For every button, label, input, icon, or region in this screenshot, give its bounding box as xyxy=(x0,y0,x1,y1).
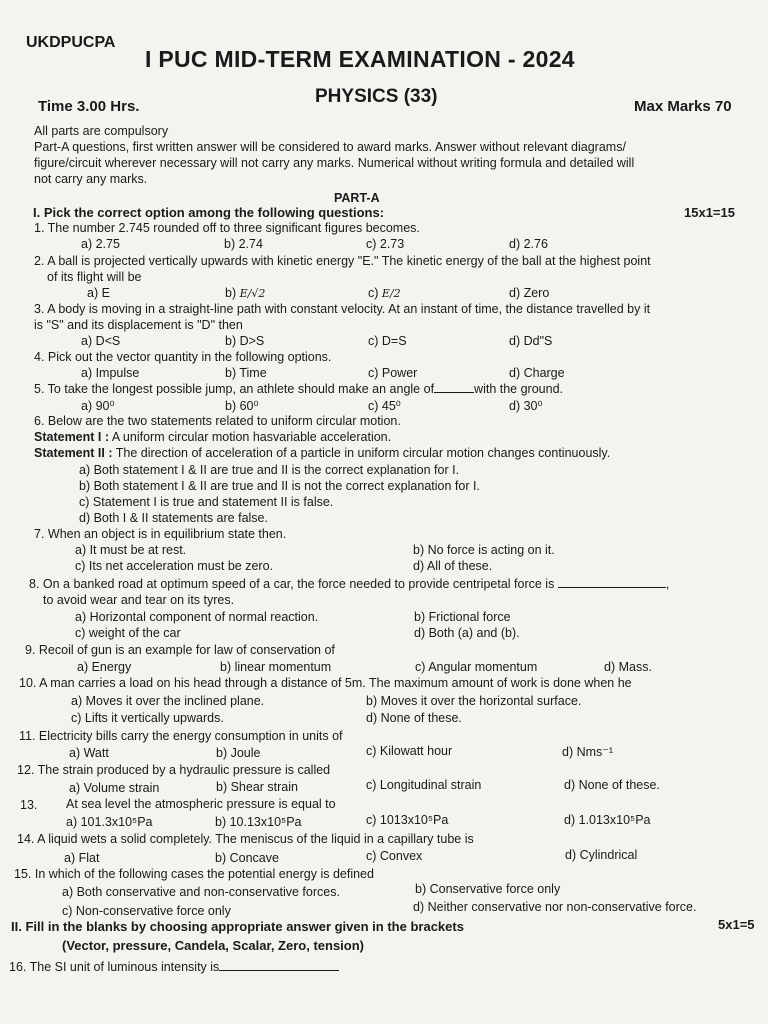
option-d: d) Dd"S xyxy=(509,334,553,348)
fraction-math: E/2 xyxy=(381,287,401,300)
question-text: 12. The strain produced by a hydraulic pressure is called xyxy=(17,763,331,777)
part-a-heading: PART-A xyxy=(334,191,380,205)
option-b: b) D>S xyxy=(225,334,265,348)
option-b: b) 2.74 xyxy=(224,237,263,251)
option-a: a) Watt xyxy=(69,746,109,760)
answer-blank xyxy=(219,970,339,971)
section-2-word-bank: (Vector, pressure, Candela, Scalar, Zero, tension) xyxy=(62,938,365,953)
option-d: d) Zero xyxy=(509,286,550,300)
option-c: c) Kilowatt hour xyxy=(366,744,453,758)
option-d: d) 2.76 xyxy=(509,237,548,251)
subject-title: PHYSICS (33) xyxy=(315,86,438,107)
option-d: d) None of these. xyxy=(366,711,462,725)
option-b: b) Frictional force xyxy=(414,610,511,624)
time-allowed: Time 3.00 Hrs. xyxy=(38,98,140,115)
option-c: c) 1013x10⁵Pa xyxy=(366,813,449,827)
option-a: a) E xyxy=(87,286,110,300)
option-c: c) Angular momentum xyxy=(415,660,538,674)
option-b: b) 60⁰ xyxy=(225,399,259,413)
exam-title: I PUC MID-TERM EXAMINATION - 2024 xyxy=(145,46,575,72)
question-text: 3. A body is moving in a straight-line path with constant velocity. At an instant of time, the distance travelled by it xyxy=(34,302,651,316)
answer-blank xyxy=(558,587,666,588)
question-number: 13. xyxy=(20,798,38,812)
school-code: UKDPUCPA xyxy=(26,34,116,51)
fraction-math: E/√2 xyxy=(239,287,266,300)
option-c: c) Power xyxy=(368,366,418,380)
option-d: d) None of these. xyxy=(564,778,660,792)
option-c: c) 2.73 xyxy=(366,237,405,251)
section-1-marks: 15x1=15 xyxy=(684,205,735,220)
option-a: a) D<S xyxy=(81,334,121,348)
question-text: 7. When an object is in equilibrium state then. xyxy=(34,527,287,541)
max-marks: Max Marks 70 xyxy=(634,98,732,115)
instruction-line: All parts are compulsory xyxy=(34,124,169,138)
question-text: 10. A man carries a load on his head through a distance of 5m. The maximum amount of work is done when he xyxy=(19,676,632,690)
option-a: a) Horizontal component of normal reaction. xyxy=(75,610,319,624)
option-b: b) No force is acting on it. xyxy=(413,543,555,557)
section-1-heading: I. Pick the correct option among the following questions: xyxy=(33,205,385,220)
section-2-marks: 5x1=5 xyxy=(718,917,755,932)
option-b: b) 10.13x10⁵Pa xyxy=(215,815,302,829)
question-text: 11. Electricity bills carry the energy consumption in units of xyxy=(19,729,343,743)
option-d: d) Charge xyxy=(509,366,565,380)
statement-1: Statement I : A uniform circular motion hasvariable acceleration. xyxy=(34,430,392,444)
question-text-cont: to avoid wear and tear on its tyres. xyxy=(43,593,235,607)
option-a: a) Flat xyxy=(64,851,100,865)
question-text: 6. Below are the two statements related to uniform circular motion. xyxy=(34,414,401,428)
option-a: a) 101.3x10⁵Pa xyxy=(66,815,153,829)
option-c: c) Longitudinal strain xyxy=(366,778,482,792)
question-text: 1. The number 2.745 rounded off to three significant figures becomes. xyxy=(34,221,420,235)
option-a: a) Both statement I & II are true and II is the correct explanation for I. xyxy=(79,463,460,477)
option-c: c) Lifts it vertically upwards. xyxy=(71,711,224,725)
question-text: 9. Recoil of gun is an example for law of conservation of xyxy=(25,643,335,657)
question-text: 16. The SI unit of luminous intensity is xyxy=(9,960,339,974)
question-text: 2. A ball is projected vertically upwards with kinetic energy "E." The kinetic energy of the ball at the highest point xyxy=(34,254,651,268)
option-a: a) Energy xyxy=(77,660,132,674)
instruction-line: figure/circuit wherever necessary will not carry any marks. Numerical without writing formula and detailed will xyxy=(34,156,635,170)
option-d: d) Cylindrical xyxy=(565,848,638,862)
option-b: b) Conservative force only xyxy=(415,882,561,896)
option-a: a) 2.75 xyxy=(81,237,120,251)
option-b: b) linear momentum xyxy=(220,660,332,674)
option-a: a) It must be at rest. xyxy=(75,543,187,557)
option-c: c) Convex xyxy=(366,849,423,863)
option-d: d) Both I & II statements are false. xyxy=(79,511,268,525)
question-text: 14. A liquid wets a solid completely. The meniscus of the liquid in a capillary tube is xyxy=(17,832,474,846)
option-c: c) E/2 xyxy=(368,286,401,300)
option-c: c) D=S xyxy=(368,334,407,348)
option-b: b) Time xyxy=(225,366,267,380)
instruction-line: not carry any marks. xyxy=(34,172,148,186)
instruction-line: Part-A questions, first written answer will be considered to award marks. Answer without relevant diagrams/ xyxy=(34,140,626,154)
question-text: 5. To take the longest possible jump, an athlete should make an angle of with the ground. xyxy=(34,382,563,396)
option-c: c) Its net acceleration must be zero. xyxy=(75,559,274,573)
answer-blank xyxy=(434,392,474,393)
question-text: 4. Pick out the vector quantity in the following options. xyxy=(34,350,332,364)
option-b: b) Moves it over the horizontal surface. xyxy=(366,694,582,708)
option-d: d) Mass. xyxy=(604,660,652,674)
section-2-heading: II. Fill in the blanks by choosing appropriate answer given in the brackets xyxy=(11,919,464,934)
question-text-cont: is "S" and its displacement is "D" then xyxy=(34,318,243,332)
option-d: d) 30⁰ xyxy=(509,399,543,413)
option-c: c) Non-conservative force only xyxy=(62,904,231,918)
option-a: a) Both conservative and non-conservative forces. xyxy=(62,885,340,899)
option-a: a) Impulse xyxy=(81,366,140,380)
option-c: c) Statement I is true and statement II is false. xyxy=(79,495,334,509)
option-c: c) weight of the car xyxy=(75,626,181,640)
option-b: b) Concave xyxy=(215,851,279,865)
option-b: b) E/√2 xyxy=(225,286,266,300)
option-b: b) Both statement I & II are true and II is not the correct explanation for I. xyxy=(79,479,480,493)
option-d: d) All of these. xyxy=(413,559,493,573)
question-text: 8. On a banked road at optimum speed of a car, the force needed to provide centripetal force is , xyxy=(29,577,670,591)
option-c: c) 45⁰ xyxy=(368,399,401,413)
option-d: d) Nms⁻¹ xyxy=(562,745,614,759)
option-d: d) Both (a) and (b). xyxy=(414,626,520,640)
option-a: a) Moves it over the inclined plane. xyxy=(71,694,265,708)
question-text: 15. In which of the following cases the potential energy is defined xyxy=(14,867,374,881)
question-text: At sea level the atmospheric pressure is equal to xyxy=(66,797,336,811)
option-b: b) Shear strain xyxy=(216,780,298,794)
option-a: a) 90⁰ xyxy=(81,399,115,413)
option-d: d) Neither conservative nor non-conservative force. xyxy=(413,900,697,914)
option-d: d) 1.013x10⁵Pa xyxy=(564,813,651,827)
option-b: b) Joule xyxy=(216,746,261,760)
statement-2: Statement II : The direction of acceleration of a particle in uniform circular motion changes continuously. xyxy=(34,446,611,460)
question-text-cont: of its flight will be xyxy=(47,270,142,284)
option-a: a) Volume strain xyxy=(69,781,160,795)
